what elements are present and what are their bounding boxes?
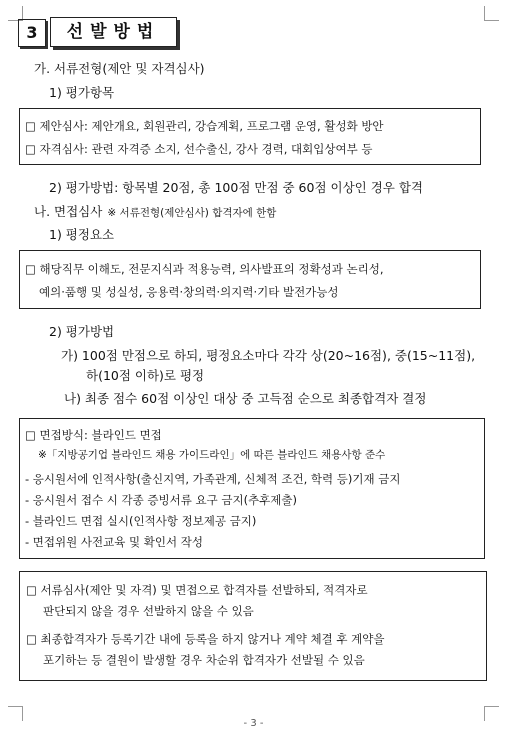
- rating-factors-box: [19, 250, 481, 309]
- box4-p2-line2: 포기하는 등 결원이 발생할 경우 차순위 합격자가 선발될 수 있음: [43, 653, 365, 667]
- corner-mark-top-right: [484, 6, 499, 21]
- heading-interview-label: 나. 면접심사: [34, 204, 103, 219]
- box3-note: ※「지방공기업 블라인드 채용 가이드라인」에 따른 블라인드 채용사항 준수: [38, 449, 386, 461]
- box2-line-1: □ 해당직무 이해도, 전문지식과 적용능력, 의사발표의 정확성과 논리성,: [25, 262, 384, 276]
- box3-title: □ 면접방식: 블라인드 면접: [25, 428, 162, 442]
- box1-line-qualification: □ 자격심사: 관련 자격증 소지, 선수출신, 강사 경력, 대회입상여부 등: [25, 142, 373, 156]
- item-interview-method: 2) 평가방법: [49, 324, 115, 339]
- heading-interview: [34, 201, 276, 220]
- item-evaluation-items: 1) 평가항목: [49, 85, 115, 100]
- box3-item: - 응시원서 접수 시 각종 증빙서류 요구 금지(추후제출): [25, 493, 297, 507]
- box3-item: - 면접위원 사전교육 및 확인서 작성: [25, 535, 203, 549]
- subitem-scoring-cont: 하(10점 이하)로 평정: [86, 368, 205, 383]
- box3-item: - 응시원서에 인적사항(출신지역, 가족관계, 신체적 조건, 학력 등)기재 금지: [25, 472, 401, 486]
- selection-notice-box: [19, 571, 487, 681]
- box4-p1-line1: □ 서류심사(제안 및 자격) 및 면접으로 합격자를 선발하되, 적격자로: [26, 583, 368, 597]
- subitem-scoring: 가) 100점 만점으로 하되, 평정요소마다 각각 상(20~16점), 중(15~11점),: [61, 348, 476, 363]
- box2-line-2: 예의·품행 및 성실성, 응용력·창의력·의지력·기타 발전가능성: [39, 285, 339, 299]
- item-evaluation-method: 2) 평가방법: 항목별 20점, 총 100점 만점 중 60점 이상인 경우 합격: [49, 180, 423, 195]
- section-number: 3: [18, 19, 46, 47]
- subitem-final-decision: 나) 최종 점수 60점 이상인 대상 중 고득점 순으로 최종합격자 결정: [64, 391, 427, 406]
- item-rating-factors: 1) 평정요소: [49, 227, 115, 242]
- heading-document-screening: 가. 서류전형(제안 및 자격심사): [34, 61, 205, 76]
- heading-interview-note: ※ 서류전형(제안심사) 합격자에 한함: [107, 207, 277, 219]
- box4-p2-line1: □ 최종합격자가 등록기간 내에 등록을 하지 않거나 계약 체결 후 계약을: [26, 632, 385, 646]
- blind-interview-box: [19, 418, 485, 559]
- page-number: - 3 -: [243, 718, 264, 729]
- box3-item: - 블라인드 면접 실시(인적사항 정보제공 금지): [25, 514, 257, 528]
- box1-line-proposal: □ 제안심사: 제안개요, 회원관리, 강습계획, 프로그램 운영, 활성화 방안: [25, 119, 384, 133]
- evaluation-items-box: [19, 108, 481, 165]
- section-title: 선발방법: [50, 17, 177, 47]
- box4-p1-line2: 판단되지 않을 경우 선발하지 않을 수 있음: [43, 604, 254, 618]
